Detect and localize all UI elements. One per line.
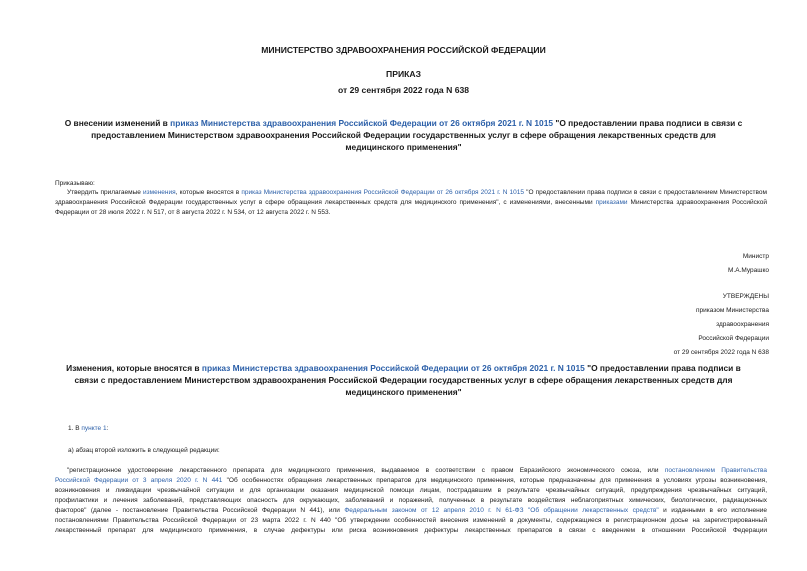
quote-line-4: профилактики и лечения заболеваний, представляющих опасность для окружающих, заболеваний и поражений, полученных в результате воздействия неблагоприятных химических, биологических, радиационных (55, 497, 767, 504)
quote-l2-text: "Об особенностях обращения лекарственных препаратов для медицинского применения, которые предназначены для применения в условиях угрозы возникновения, (222, 477, 767, 484)
quote-line-5 (55, 506, 767, 516)
ministry-heading: МИНИСТЕРСТВО ЗДРАВООХРАНЕНИЯ РОССИЙСКОЙ ФЕДЕРАЦИИ (261, 45, 546, 55)
changes-title-line-3: медицинского применения" (345, 387, 462, 397)
title-line-3: медицинского применения" (345, 142, 462, 152)
approval-line-5: от 29 сентября 2022 года N 638 (673, 349, 769, 356)
preamble-order-link[interactable]: приказ Министерства здравоохранения Российской Федерации от 26 октября 2021 г. N 1015 (241, 189, 525, 196)
title-prefix: О внесении изменений в (64, 118, 171, 128)
title-line-2: предоставлением Министерством здравоохранения Российской Федерации государственных услуг в сфере обращения лекарственных средств для (91, 130, 716, 140)
approval-line-1: УТВЕРЖДЕНЫ (722, 293, 769, 300)
preamble-label: Приказываю: (55, 180, 95, 187)
preamble-text-b: , которые вносятся в (175, 189, 242, 196)
quote-paragraph (55, 466, 767, 536)
approval-block (674, 290, 769, 360)
quote-l5-text-a: факторов" (далее - постановление Правительства Российской Федерации N 441), или (55, 507, 345, 514)
quote-l5-text-b: и изданными в его исполнение (658, 507, 767, 514)
changes-link[interactable]: изменения (143, 189, 176, 196)
orders-link[interactable]: приказами (595, 199, 628, 206)
preamble-text-d: Министерства здравоохранения Российской Федерации от 28 июля 2022 г. N 517, от 8 августа 2022 г. N 534, от 12 августа 2022 г. N 553. (55, 199, 767, 216)
quote-line-7: лекарственный препарат для медицинского применения, в случае дефектуры или риска возникновения дефектуры лекарственных препаратов в связи с введением в отношении Российской Федерации (55, 527, 767, 534)
signature-block (728, 250, 769, 278)
preamble-paragraph (55, 188, 767, 218)
signature-name: М.А.Мурашко (727, 267, 769, 274)
changes-title-order-link[interactable]: приказ Министерства здравоохранения Российской Федерации от 26 октября 2021 г. N 1015 (201, 363, 585, 373)
title-order-link[interactable]: приказ Министерства здравоохранения Российской Федерации от 26 октября 2021 г. N 1015 (170, 118, 554, 128)
order-date: от 29 сентября 2022 года N 638 (337, 85, 470, 95)
changes-title-prefix: Изменения, которые вносятся в (66, 363, 202, 373)
item-1-prefix: 1. В (68, 425, 82, 432)
title-suffix: "О предоставлении права подписи в связи с (553, 118, 743, 128)
item-1-link[interactable]: пункте 1 (81, 425, 107, 432)
subitem-a: а) абзац второй изложить в следующей редакции: (68, 447, 220, 454)
federal-law-link[interactable]: Федеральным законом от 12 апреля 2010 г. N 61-ФЗ "Об обращении лекарственных средств" (344, 507, 659, 514)
approval-line-4: Российской Федерации (698, 335, 769, 342)
approval-line-2: приказом Министерства (696, 307, 769, 314)
item-1-suffix: : (106, 425, 109, 432)
quote-line-1 (55, 466, 767, 476)
quote-l1-text: "регистрационное удостоверение лекарственного препарата для медицинского применения, выдаваемое в соответствии с правом Евразийского экономического союза, или (67, 467, 665, 474)
preamble-text-c: "О предоставлении права подписи в связи с предоставлением Министерством здравоохранения Российской Федерации государственных услуг в сфере обращения лекарственных средств для медицинского применения", с изменениями, внесенными (55, 189, 768, 206)
changes-title-suffix: "О предоставлении права подписи в (584, 363, 741, 373)
resolution-441-link-a[interactable]: постановлением Правительства (664, 467, 767, 474)
changes-title-line-2: связи с предоставлением Министерством здравоохранения Российской Федерации государственных услуг в сфере обращения лекарственных средств для (74, 375, 733, 385)
order-heading: ПРИКАЗ (386, 69, 421, 79)
approval-line-3: здравоохранения (716, 321, 769, 328)
quote-line-6: постановлениями Правительства Российской Федерации от 23 марта 2022 г. N 440 "Об утверждении особенностей внесения изменений в документы, содержащиеся в регистрационном досье на зарегистрированный (55, 517, 767, 524)
item-1 (68, 424, 780, 434)
changes-title (30, 362, 777, 398)
quote-line-2 (55, 476, 767, 486)
resolution-441-link-b[interactable]: Российской Федерации от 3 апреля 2020 г. N 441 (55, 477, 223, 484)
order-title (30, 117, 777, 153)
signature-position: Министр (742, 253, 769, 260)
quote-line-3: возникновения и ликвидации чрезвычайной ситуации и для организации оказания медицинской помощи лицам, пострадавшим в результате чрезвычайных ситуаций, предупреждения чрезвычайных ситуаций, (55, 487, 767, 494)
preamble-text-a: Утвердить прилагаемые (67, 189, 143, 196)
